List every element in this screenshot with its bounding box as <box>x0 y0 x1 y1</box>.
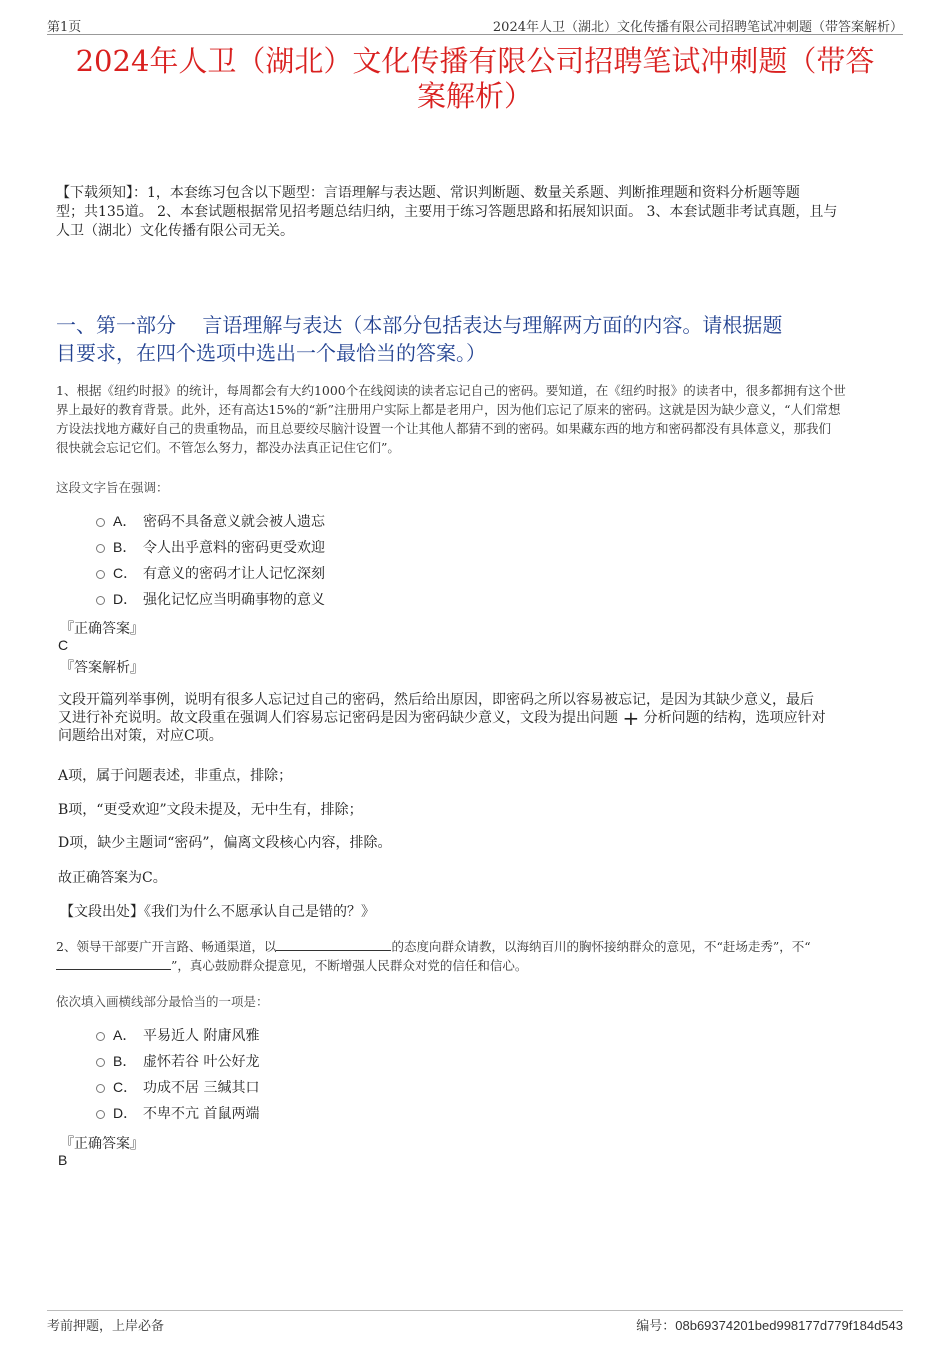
notice-line: 型；共135道。 2、本套试题根据常见招考题总结归纳，主要用于练习答题思路和拓展知识面。 3、本套试题非考试真题，且与 <box>56 204 838 220</box>
option-text: 虚怀若谷 叶公好龙 <box>143 1054 260 1070</box>
analysis-fragment: 分析问题的结构，选项应针对 <box>643 710 826 726</box>
title-line-1: 2024年人卫（湖北）文化传播有限公司招聘笔试冲刺题（带答 <box>75 44 875 78</box>
option-text: 有意义的密码才让人记忆深刻 <box>143 566 325 582</box>
code-label: 编号： <box>636 1319 676 1334</box>
question-line: 1、根据《纽约时报》的统计，每周都会有大约1000个在线阅读的读者忘记自己的密码。要知道，在《纽约时报》的读者中，很多都拥有这个世 <box>56 383 846 398</box>
radio-button-icon[interactable] <box>96 596 105 605</box>
question-line: 很快就会忘记它们。不管怎么努力，都没办法真正记住它们”。 <box>56 440 400 455</box>
question-line <box>56 956 898 975</box>
page-footer <box>47 1310 903 1335</box>
option-letter: B． <box>113 539 137 555</box>
footer-slogan: 考前押题，上岸必备 <box>47 1319 165 1334</box>
document-code <box>636 1315 903 1334</box>
radio-button-icon[interactable] <box>96 1110 105 1119</box>
code-value: 08b69374201bed998177d779f184d543 <box>675 1318 903 1333</box>
question-1-text <box>56 381 898 457</box>
question-2-prompt: 依次填入画横线部分最恰当的一项是： <box>56 994 269 1009</box>
section-heading <box>56 311 898 367</box>
analysis-line: 文段开篇列举事例，说明有很多人忘记过自己的密码，然后给出原因，即密码之所以容易被忘记，是因为其缺少意义，最后 <box>58 692 814 708</box>
option-text: 不卑不亢 首鼠两端 <box>143 1106 260 1122</box>
radio-button-icon[interactable] <box>96 1032 105 1041</box>
notice-line: 【下载须知】：1，本套练习包含以下题型：言语理解与表达题、常识判断题、数量关系题、判断推理题和资料分析题等题 <box>56 185 800 201</box>
option-a[interactable] <box>96 508 325 534</box>
conclusion: 故正确答案为C。 <box>58 870 167 886</box>
note-option-b: B项，“更受欢迎”文段未提及，无中生有，排除； <box>58 802 363 818</box>
section-heading-line: 目要求，在四个选项中选出一个最恰当的答案。） <box>56 341 486 365</box>
option-d[interactable] <box>96 586 325 612</box>
option-letter: C． <box>113 565 138 581</box>
option-text: 令人出乎意料的密码更受欢迎 <box>143 540 325 556</box>
plus-symbol: + <box>622 706 640 730</box>
correct-answer-label: 『正确答案』 <box>60 621 144 637</box>
question-line: 界上最好的教育背景。此外，还有高达15%的“新”注册用户实际上都是老用户，因为他们忘记了原来的密码。这就是因为缺少意义，“人们常想 <box>56 402 841 417</box>
answer-analysis-text <box>58 691 895 745</box>
section-heading-line: 一、第一部分 言语理解与表达（本部分包括表达与理解两方面的内容。请根据题 <box>56 313 783 337</box>
option-b[interactable] <box>96 534 325 560</box>
option-letter: B． <box>113 1053 137 1069</box>
question-fragment: ”，真心鼓励群众提意见，不断增强人民群众对党的信任和信心。 <box>171 958 528 973</box>
question-fragment: 的态度向群众请教，以海纳百川的胸怀接纳群众的意见，不“赶场走秀”，不“ <box>391 939 811 954</box>
option-text: 强化记忆应当明确事物的意义 <box>143 592 325 608</box>
question-1-options <box>96 508 325 612</box>
option-c[interactable] <box>96 560 325 586</box>
question-fragment: 2、领导干部要广开言路、畅通渠道，以 <box>56 939 277 954</box>
question-1-prompt: 这段文字旨在强调： <box>56 480 169 495</box>
option-letter: A． <box>113 1027 137 1043</box>
option-text: 密码不具备意义就会被人遗忘 <box>143 514 325 530</box>
passage-source: 【文段出处】《我们为什么不愿承认自己是错的？》 <box>60 904 375 920</box>
radio-button-icon[interactable] <box>96 570 105 579</box>
radio-button-icon[interactable] <box>96 518 105 527</box>
radio-button-icon[interactable] <box>96 1084 105 1093</box>
question-2-options <box>96 1022 259 1126</box>
note-option-d: D项，缺少主题词“密码”，偏离文段核心内容，排除。 <box>58 835 392 851</box>
page-header <box>47 14 903 35</box>
question-line: 方设法找地方藏好自己的贵重物品，而且总要绞尽脑汁设置一个让其他人都猜不到的密码。如果藏东西的地方和密码都没有具体意义，那我们 <box>56 421 832 436</box>
correct-answer-label: 『正确答案』 <box>60 1136 144 1152</box>
option-letter: D． <box>113 591 138 607</box>
radio-button-icon[interactable] <box>96 544 105 553</box>
header-doc-title: 2024年人卫（湖北）文化传播有限公司招聘笔试冲刺题（带答案解析） <box>492 20 903 35</box>
correct-answer-value: C <box>58 637 69 653</box>
option-text: 功成不居 三缄其口 <box>143 1080 260 1096</box>
notice-line: 人卫（湖北）文化传播有限公司无关。 <box>56 223 294 239</box>
fill-blank <box>56 957 171 970</box>
option-d[interactable] <box>96 1100 259 1126</box>
download-notice <box>56 184 898 241</box>
note-option-a: A项，属于问题表述，非重点，排除； <box>58 768 293 784</box>
question-2-text <box>56 937 898 975</box>
option-c[interactable] <box>96 1074 259 1100</box>
radio-button-icon[interactable] <box>96 1058 105 1067</box>
document-title <box>47 44 903 114</box>
analysis-line <box>58 706 895 730</box>
option-text: 平易近人 附庸风雅 <box>143 1028 260 1044</box>
option-a[interactable] <box>96 1022 259 1048</box>
answer-analysis-label: 『答案解析』 <box>60 660 144 676</box>
title-line-2: 案解析） <box>416 79 533 113</box>
correct-answer-value: B <box>58 1152 68 1168</box>
question-line <box>56 937 898 956</box>
fill-blank <box>276 938 391 951</box>
option-letter: D． <box>113 1105 138 1121</box>
option-b[interactable] <box>96 1048 259 1074</box>
page-number: 第1页 <box>47 20 82 35</box>
option-letter: C． <box>113 1079 138 1095</box>
option-letter: A． <box>113 513 137 529</box>
analysis-line: 问题给出对策，对应C项。 <box>58 728 223 744</box>
analysis-fragment: 又进行补充说明。故文段重在强调人们容易忘记密码是因为密码缺少意义，文段为提出问题 <box>58 710 618 726</box>
